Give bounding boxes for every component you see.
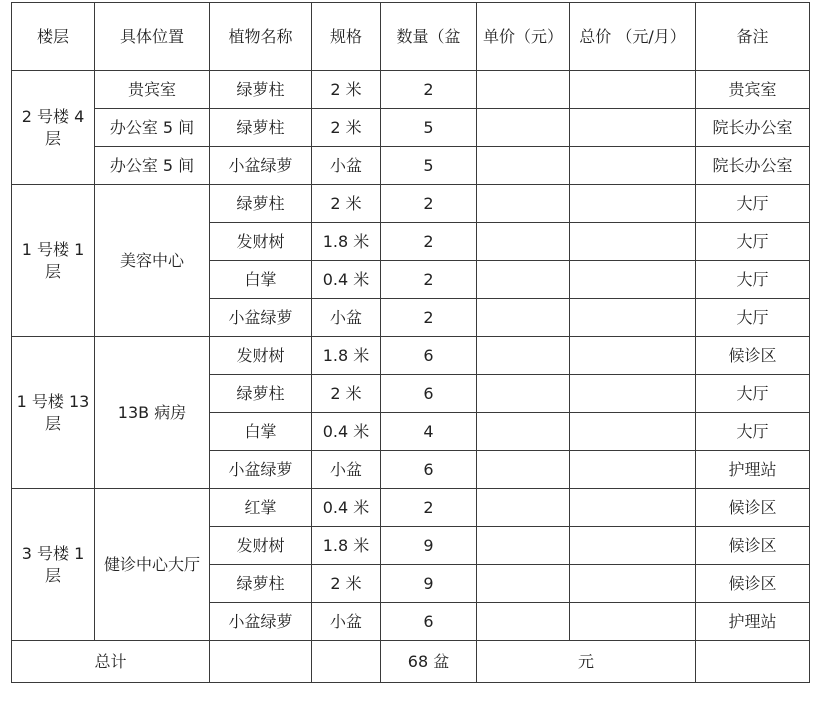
cell-plant-name: 小盆绿萝 (210, 451, 312, 489)
cell-location: 13B 病房 (95, 337, 210, 489)
cell-note: 护理站 (696, 603, 810, 641)
cell-plant-name: 绿萝柱 (210, 71, 312, 109)
table-row (12, 185, 810, 223)
cell-quantity: 9 (381, 527, 477, 565)
cell-spec: 0.4 米 (312, 261, 381, 299)
header-floor: 楼层 (12, 3, 95, 71)
cell-total-price (570, 299, 696, 337)
cell-quantity: 2 (381, 489, 477, 527)
cell-total-price (570, 603, 696, 641)
table-row (12, 71, 810, 109)
cell-note: 大厅 (696, 413, 810, 451)
cell-plant-name: 小盆绿萝 (210, 299, 312, 337)
cell-note: 候诊区 (696, 565, 810, 603)
cell-unit-price (477, 109, 570, 147)
cell-spec: 2 米 (312, 109, 381, 147)
cell-spec: 1.8 米 (312, 527, 381, 565)
cell-unit-price (477, 375, 570, 413)
cell-quantity: 2 (381, 223, 477, 261)
cell-total-price (570, 223, 696, 261)
cell-unit-price (477, 603, 570, 641)
total-empty-cell (696, 641, 810, 683)
cell-note: 贵宾室 (696, 71, 810, 109)
cell-plant-name: 红掌 (210, 489, 312, 527)
cell-quantity: 9 (381, 565, 477, 603)
cell-quantity: 2 (381, 299, 477, 337)
cell-plant-name: 绿萝柱 (210, 185, 312, 223)
cell-unit-price (477, 527, 570, 565)
cell-location: 贵宾室 (95, 71, 210, 109)
cell-spec: 0.4 米 (312, 489, 381, 527)
cell-floor: 1 号楼 1 层 (12, 185, 95, 337)
cell-spec: 小盆 (312, 603, 381, 641)
cell-note: 大厅 (696, 261, 810, 299)
cell-quantity: 2 (381, 261, 477, 299)
cell-floor: 1 号楼 13 层 (12, 337, 95, 489)
cell-unit-price (477, 147, 570, 185)
cell-quantity: 2 (381, 71, 477, 109)
cell-location: 美容中心 (95, 185, 210, 337)
header-spec: 规格 (312, 3, 381, 71)
header-row (12, 3, 810, 71)
header-plant-name: 植物名称 (210, 3, 312, 71)
cell-quantity: 5 (381, 109, 477, 147)
cell-spec: 1.8 米 (312, 337, 381, 375)
total-row (12, 641, 810, 683)
header-unit-price: 单价（元） (477, 3, 570, 71)
cell-spec: 2 米 (312, 565, 381, 603)
total-empty-cell (210, 641, 312, 683)
cell-plant-name: 小盆绿萝 (210, 603, 312, 641)
cell-spec: 小盆 (312, 147, 381, 185)
cell-note: 院长办公室 (696, 109, 810, 147)
cell-note: 候诊区 (696, 337, 810, 375)
cell-total-price (570, 109, 696, 147)
cell-total-price (570, 375, 696, 413)
cell-total-price (570, 337, 696, 375)
cell-floor: 2 号楼 4 层 (12, 71, 95, 185)
cell-spec: 0.4 米 (312, 413, 381, 451)
cell-quantity: 6 (381, 451, 477, 489)
cell-note: 大厅 (696, 299, 810, 337)
cell-location: 健诊中心大厅 (95, 489, 210, 641)
cell-note: 大厅 (696, 375, 810, 413)
cell-unit-price (477, 71, 570, 109)
total-price-value: 元 (477, 641, 696, 683)
cell-quantity: 6 (381, 337, 477, 375)
cell-note: 大厅 (696, 223, 810, 261)
header-note: 备注 (696, 3, 810, 71)
cell-total-price (570, 565, 696, 603)
cell-spec: 小盆 (312, 299, 381, 337)
cell-plant-name: 发财树 (210, 527, 312, 565)
cell-quantity: 6 (381, 375, 477, 413)
cell-total-price (570, 413, 696, 451)
cell-spec: 小盆 (312, 451, 381, 489)
cell-note: 候诊区 (696, 489, 810, 527)
table-row (12, 489, 810, 527)
table-row (12, 109, 810, 147)
cell-unit-price (477, 565, 570, 603)
cell-total-price (570, 71, 696, 109)
cell-floor: 3 号楼 1 层 (12, 489, 95, 641)
cell-spec: 2 米 (312, 185, 381, 223)
cell-plant-name: 绿萝柱 (210, 375, 312, 413)
table-body (12, 71, 810, 641)
total-label: 总计 (12, 641, 210, 683)
cell-location: 办公室 5 间 (95, 147, 210, 185)
cell-plant-name: 小盆绿萝 (210, 147, 312, 185)
total-quantity: 68 盆 (381, 641, 477, 683)
header-location: 具体位置 (95, 3, 210, 71)
cell-note: 护理站 (696, 451, 810, 489)
cell-note: 院长办公室 (696, 147, 810, 185)
cell-note: 大厅 (696, 185, 810, 223)
cell-unit-price (477, 299, 570, 337)
plant-rental-table (11, 2, 810, 683)
cell-total-price (570, 527, 696, 565)
cell-unit-price (477, 261, 570, 299)
cell-spec: 2 米 (312, 71, 381, 109)
cell-unit-price (477, 451, 570, 489)
cell-total-price (570, 451, 696, 489)
table-row (12, 147, 810, 185)
cell-quantity: 6 (381, 603, 477, 641)
cell-plant-name: 白掌 (210, 413, 312, 451)
cell-unit-price (477, 223, 570, 261)
cell-total-price (570, 185, 696, 223)
cell-spec: 2 米 (312, 375, 381, 413)
cell-total-price (570, 147, 696, 185)
cell-spec: 1.8 米 (312, 223, 381, 261)
cell-plant-name: 发财树 (210, 223, 312, 261)
cell-location: 办公室 5 间 (95, 109, 210, 147)
total-empty-cell (312, 641, 381, 683)
cell-total-price (570, 261, 696, 299)
header-quantity: 数量（盆 (381, 3, 477, 71)
cell-quantity: 2 (381, 185, 477, 223)
cell-plant-name: 绿萝柱 (210, 109, 312, 147)
cell-total-price (570, 489, 696, 527)
header-total-price: 总价 （元/月） (570, 3, 696, 71)
cell-unit-price (477, 489, 570, 527)
cell-quantity: 4 (381, 413, 477, 451)
table-row (12, 337, 810, 375)
cell-plant-name: 发财树 (210, 337, 312, 375)
cell-unit-price (477, 413, 570, 451)
cell-note: 候诊区 (696, 527, 810, 565)
cell-plant-name: 白掌 (210, 261, 312, 299)
cell-quantity: 5 (381, 147, 477, 185)
cell-unit-price (477, 337, 570, 375)
cell-plant-name: 绿萝柱 (210, 565, 312, 603)
cell-unit-price (477, 185, 570, 223)
